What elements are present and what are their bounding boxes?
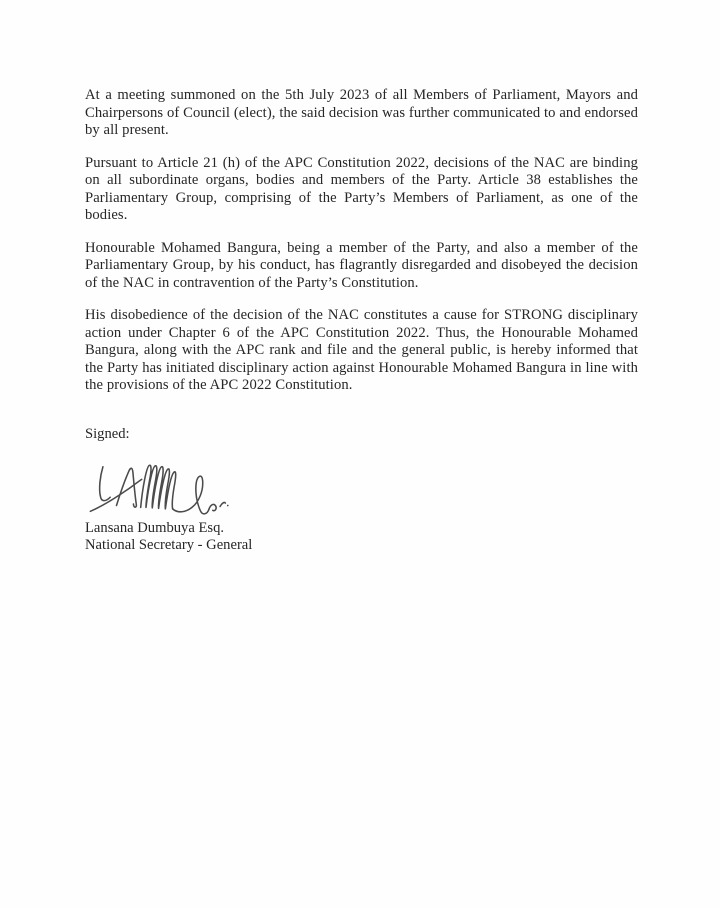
paragraph-bangura-conduct: Honourable Mohamed Bangura, being a member of the Party, and also a member of the Parliamentary Group, by his conduct, has flagrantly disregarded and disobeyed the decision of the NAC in contravention of the Party’s Constitution.	[85, 239, 638, 291]
signature-svg	[87, 460, 235, 520]
signatory-title: National Secretary - General	[85, 537, 253, 554]
signed-label: Signed:	[85, 425, 130, 442]
handwritten-signature-icon	[87, 460, 235, 520]
document-body	[85, 87, 638, 555]
paragraph-article-21h: Pursuant to Article 21 (h) of the APC Constitution 2022, decisions of the NAC are binding on all subordinate organs, bodies and members of the Party. Article 38 establishes the Parliamentary Group, comprising of the Party’s Members of Parliament, as one of the bodies.	[85, 154, 638, 223]
paragraph-disciplinary-action: His disobedience of the decision of the NAC constitutes a cause for STRONG disciplinary action under Chapter 6 of the APC Constitution 2022. Thus, the Honourable Mohamed Bangura, along with the APC rank and file and the general public, is hereby informed that the Party has initiated disciplinary action against Honourable Mohamed Bangura in line with the provisions of the APC 2022 Constitution.	[85, 307, 638, 393]
signatory-name: Lansana Dumbuya Esq.	[85, 520, 225, 536]
paragraph-meeting-summoned: At a meeting summoned on the 5th July 2023 of all Members of Parliament, Mayors and Chairpersons of Council (elect), the said decision was further communicated to and endorsed by all present.	[85, 87, 638, 138]
